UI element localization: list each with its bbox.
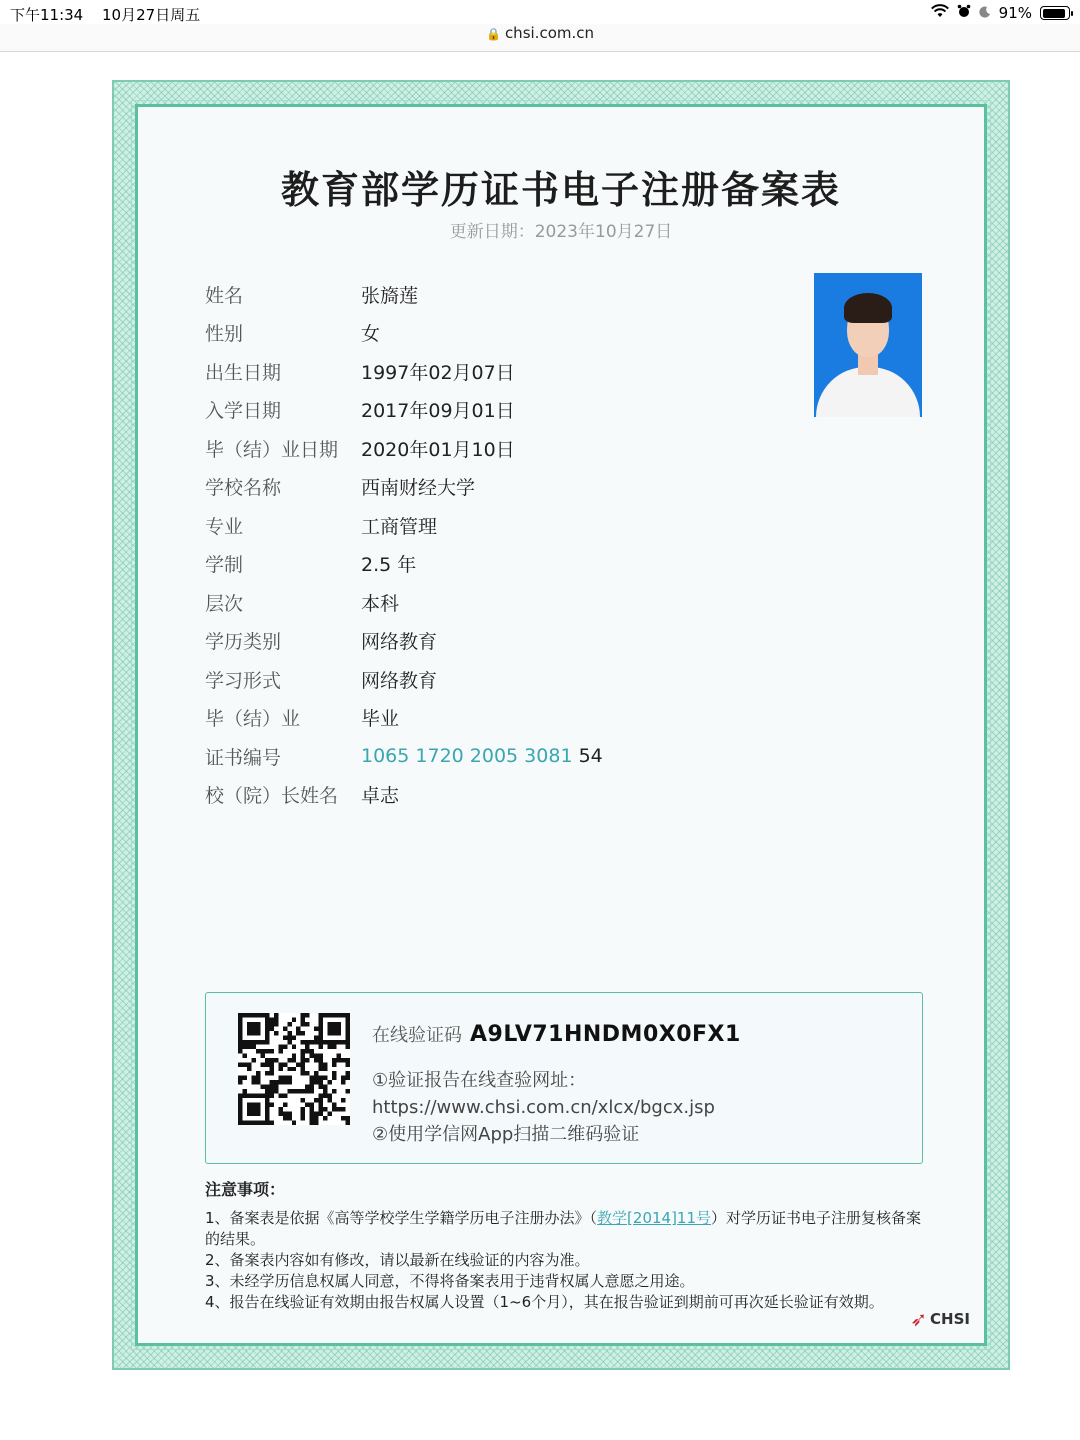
field-row — [205, 583, 603, 622]
verification-instructions — [372, 1067, 715, 1148]
alarm-icon — [957, 4, 971, 22]
field-row — [205, 275, 603, 314]
url-text: chsi.com.cn — [504, 24, 594, 42]
status-bar — [0, 0, 1080, 26]
verification-box — [205, 992, 923, 1164]
field-row — [205, 352, 603, 391]
president-row — [205, 776, 603, 815]
field-value: 网络教育 — [361, 631, 438, 654]
cert-number-row — [205, 737, 603, 776]
id-photo — [814, 273, 922, 417]
cert-number-highlight: 1065 1720 2005 3081 — [361, 745, 573, 768]
verification-code-line — [372, 1021, 741, 1047]
address-bar[interactable] — [0, 24, 1080, 52]
field-value: 1997年02月07日 — [361, 361, 515, 384]
field-row — [205, 699, 603, 738]
field-label: 入学日期 — [205, 400, 282, 423]
notes-section — [205, 1179, 935, 1313]
field-label: 出生日期 — [205, 361, 282, 384]
field-value: 西南财经大学 — [361, 477, 476, 500]
qr-code-icon[interactable] — [238, 1013, 350, 1125]
chsi-logo-text: CHSI — [930, 1310, 970, 1328]
field-row — [205, 314, 603, 353]
certificate-page — [135, 104, 987, 1346]
field-value: 女 — [361, 323, 381, 346]
verification-code-label: 在线验证码 — [372, 1025, 462, 1046]
field-label: 学校名称 — [205, 477, 282, 500]
field-value: 工商管理 — [361, 515, 438, 538]
note-item: 3、未经学历信息权属人同意，不得将备案表用于违背权属人意愿之用途。 — [205, 1272, 695, 1290]
note-text: 1、备案表是依据《高等学校学生学籍学历电子注册办法》（ — [205, 1209, 598, 1227]
field-label: 毕（结）业 — [205, 708, 301, 731]
field-value: 本科 — [361, 592, 400, 615]
field-value: 2.5 年 — [361, 554, 417, 577]
lock-icon: 🔒 — [485, 27, 501, 41]
verification-code: A9LV71HNDM0X0FX1 — [470, 1022, 741, 1047]
field-value: 毕业 — [361, 708, 400, 731]
note-item — [205, 1208, 935, 1250]
cert-number-value — [361, 745, 603, 767]
field-value: 卓志 — [361, 785, 400, 808]
field-label: 专业 — [205, 515, 244, 538]
chsi-logo — [910, 1307, 970, 1331]
note-text: ）对学历证书电子注册复核备案的结果。 — [205, 1209, 922, 1248]
field-value: 网络教育 — [361, 669, 438, 692]
field-row — [205, 545, 603, 584]
chsi-bird-icon: ➶ — [910, 1307, 928, 1331]
verify-line-3: ②使用学信网App扫描二维码验证 — [372, 1124, 640, 1145]
status-time: 下午11:34 — [10, 6, 84, 24]
field-value: 2020年01月10日 — [361, 438, 515, 461]
info-fields — [205, 275, 603, 814]
notes-heading: 注意事项： — [205, 1180, 286, 1199]
moon-icon — [979, 4, 991, 22]
cert-number-rest: 54 — [572, 745, 603, 768]
field-row — [205, 429, 603, 468]
field-row — [205, 660, 603, 699]
field-label: 学习形式 — [205, 669, 282, 692]
field-label: 姓名 — [205, 284, 244, 307]
field-label: 证书编号 — [205, 746, 282, 769]
field-label: 学历类别 — [205, 631, 282, 654]
verify-line-1: ①验证报告在线查验网址： — [372, 1070, 587, 1091]
field-row — [205, 468, 603, 507]
field-label: 性别 — [205, 323, 244, 346]
battery-icon — [1040, 6, 1070, 20]
document-title: 教育部学历证书电子注册备案表 — [280, 168, 841, 212]
field-row — [205, 391, 603, 430]
field-row — [205, 506, 603, 545]
field-label: 毕（结）业日期 — [205, 438, 339, 461]
note-item: 4、报告在线验证有效期由报告权属人设置（1~6个月），其在报告验证到期前可再次延长验证有效期。 — [205, 1293, 884, 1311]
wifi-icon — [931, 4, 949, 22]
field-row — [205, 622, 603, 661]
status-date: 10月27日周五 — [102, 6, 201, 24]
verify-url[interactable]: https://www.chsi.com.cn/xlcx/bgcx.jsp — [372, 1097, 715, 1118]
field-label: 校（院）长姓名 — [205, 785, 339, 808]
note-item: 2、备案表内容如有修改，请以最新在线验证的内容为准。 — [205, 1251, 590, 1269]
update-date: 更新日期：2023年10月27日 — [449, 222, 673, 242]
field-value: 2017年09月01日 — [361, 400, 515, 423]
battery-percent: 91% — [998, 4, 1032, 22]
field-label: 学制 — [205, 554, 244, 577]
regulation-link[interactable]: 教学[2014]11号 — [597, 1209, 712, 1227]
field-label: 层次 — [205, 592, 244, 615]
field-value: 张旖莲 — [361, 284, 419, 307]
